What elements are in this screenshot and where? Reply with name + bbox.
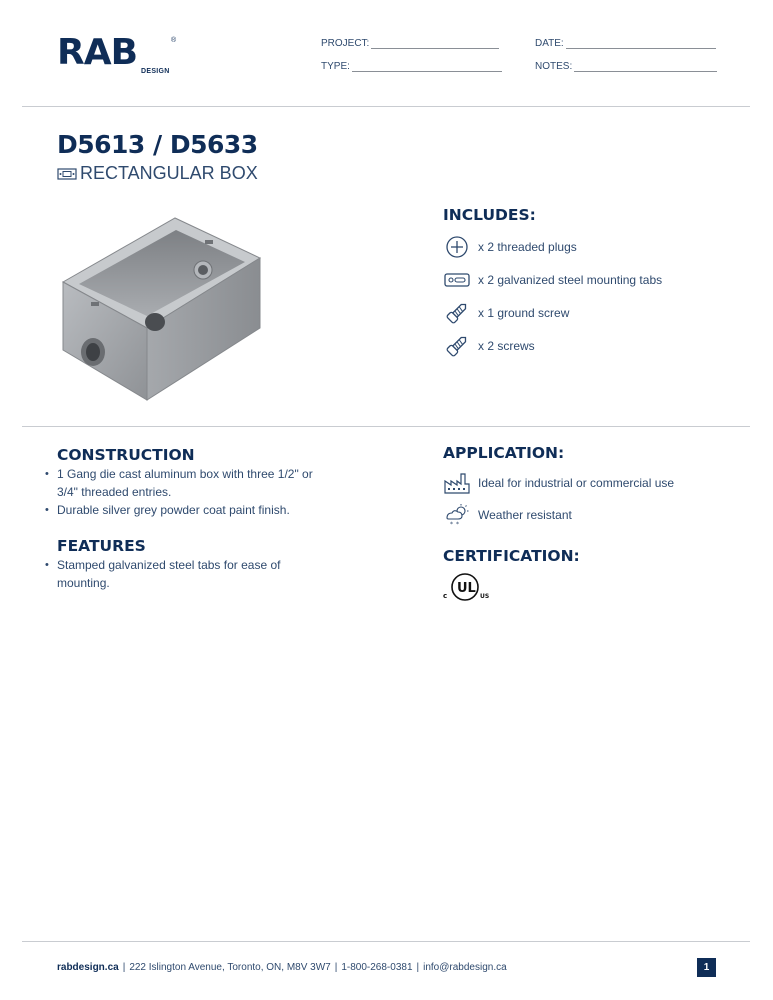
mounting-tab-icon (443, 268, 471, 292)
logo-wordmark: RAB (57, 32, 138, 73)
date-field[interactable] (535, 38, 716, 49)
project-line[interactable] (371, 40, 499, 49)
project-label: PROJECT: (321, 38, 370, 49)
page-number: 1 (697, 958, 716, 977)
construction-heading: CONSTRUCTION (57, 446, 195, 464)
footer-divider (22, 941, 750, 942)
footer-separator: | (334, 962, 338, 973)
application-item (443, 503, 572, 527)
features-list (45, 556, 345, 592)
product-subtitle (57, 163, 258, 184)
weather-icon (443, 503, 471, 527)
header-divider (22, 106, 750, 107)
rectangular-box-icon (57, 168, 77, 180)
type-field[interactable] (321, 61, 502, 72)
includes-item (443, 301, 569, 325)
notes-field[interactable] (535, 61, 717, 72)
factory-icon (443, 471, 471, 495)
ul-certification-mark (443, 572, 491, 604)
application-item-label: Ideal for industrial or commercial use (478, 476, 675, 490)
notes-label: NOTES: (535, 61, 573, 72)
list-item: • 1 Gang die cast aluminum box with three 1/2" or 3/4" threaded entries. (45, 465, 335, 501)
includes-heading: INCLUDES: (443, 206, 536, 224)
list-item: • Durable silver grey powder coat paint finish. (45, 501, 345, 519)
logo-registered-mark: ® (171, 37, 177, 44)
footer (57, 962, 507, 973)
screw-icon (443, 301, 471, 325)
footer-separator: | (122, 962, 126, 973)
list-item: • Stamped galvanized steel tabs for ease of mounting. (45, 556, 300, 592)
ul-mark-left: c (443, 592, 448, 600)
includes-item (443, 268, 662, 292)
svg-text:*: * (456, 521, 459, 527)
application-heading: APPLICATION: (443, 444, 565, 462)
notes-line[interactable] (574, 63, 717, 72)
date-line[interactable] (566, 40, 716, 49)
date-label: DATE: (535, 38, 564, 49)
includes-item-label: x 2 screws (478, 339, 535, 353)
screw-icon (443, 334, 471, 358)
ul-mark-text: UL (457, 581, 476, 596)
footer-phone[interactable]: 1-800-268-0381 (341, 962, 413, 973)
includes-item-label: x 2 galvanized steel mounting tabs (478, 273, 663, 287)
ul-mark-right: US (480, 593, 490, 600)
product-title: D5613 / D5633 (57, 130, 258, 159)
product-subtitle-text: RECTANGULAR BOX (80, 163, 258, 183)
type-label: TYPE: (321, 61, 350, 72)
svg-text:*: * (450, 521, 453, 527)
features-heading: FEATURES (57, 537, 146, 555)
construction-list (45, 465, 345, 519)
logo-subtext: DESIGN (141, 68, 170, 75)
includes-item-label: x 1 ground screw (478, 306, 570, 320)
footer-address: 222 Islington Avenue, Toronto, ON, M8V 3W7 (129, 962, 331, 973)
project-field[interactable] (321, 38, 499, 49)
footer-email-link[interactable]: info@rabdesign.ca (423, 962, 507, 973)
footer-website-link[interactable]: rabdesign.ca (57, 962, 119, 973)
certification-heading: CERTIFICATION: (443, 547, 580, 565)
includes-item (443, 334, 535, 358)
includes-item (443, 235, 577, 259)
product-image (55, 210, 270, 405)
section-divider (22, 426, 750, 427)
includes-item-label: x 2 threaded plugs (478, 240, 577, 254)
application-item (443, 471, 674, 495)
threaded-plug-icon (443, 235, 471, 259)
rab-design-logo (57, 32, 187, 78)
type-line[interactable] (352, 63, 502, 72)
footer-separator: | (416, 962, 420, 973)
application-item-label: Weather resistant (478, 508, 572, 522)
